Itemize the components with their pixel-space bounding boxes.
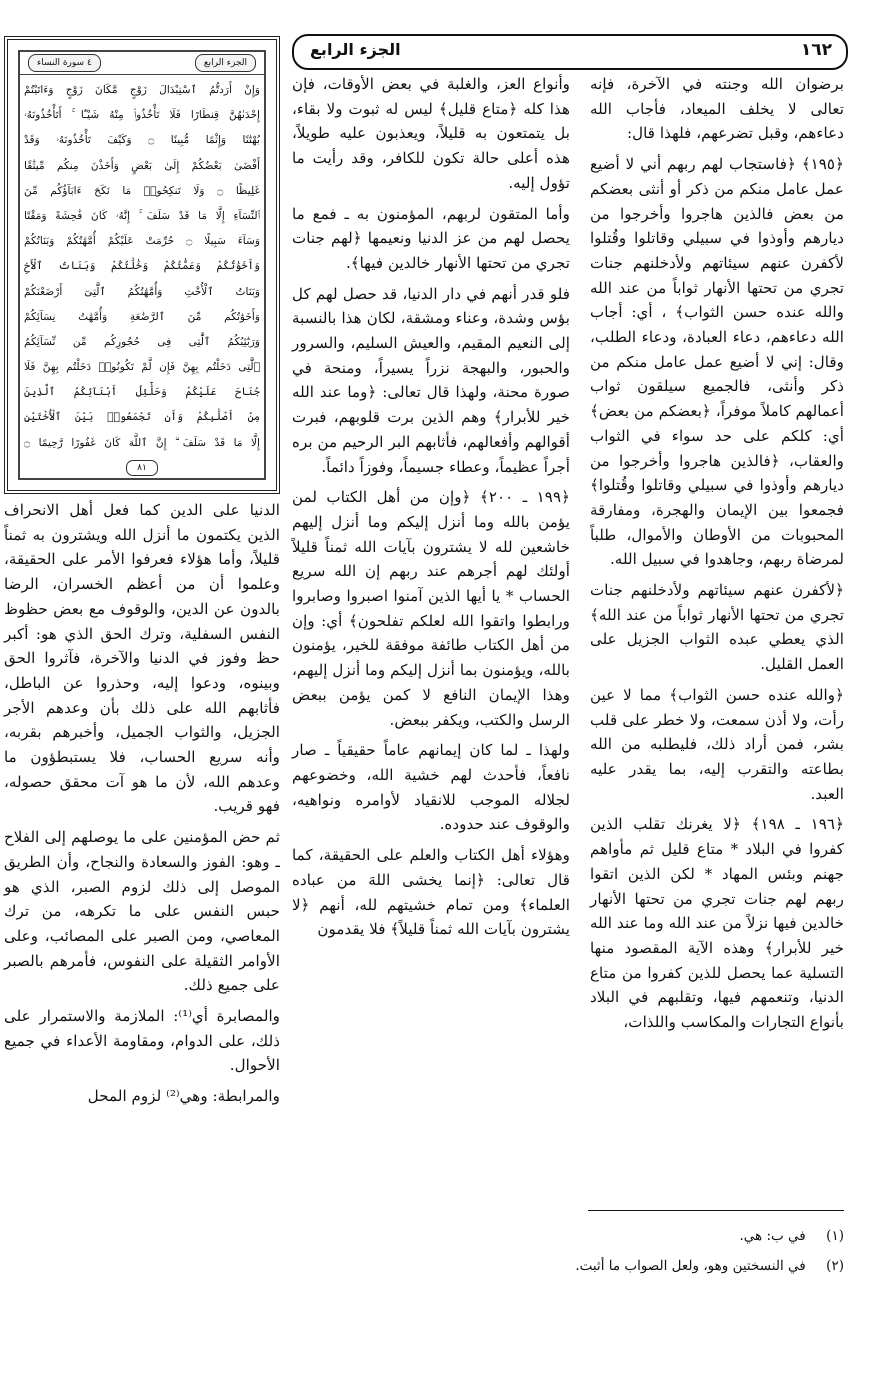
mushaf-line: أَفْضَىٰ بَعْضُكُمْ إِلَىٰ بَعْضٍ وَأَخَذْنَ مِنكُم مِّيثَٰقًا: [24, 159, 260, 172]
paragraph: الدنيا على الدين كما فعل أهل الانحراف الذين يكتمون ما أنزل الله ويشترون به ثمناً قليلاً، وأما هؤلاء فعرفوا الأمر على الحقيقة، وعلموا أن من أعظم الخسران، الرضا بالدون عن الدين، والوقوف مع بعض حظوظ النفس السفلية، وترك الحق الذي هو: أكبر حظ وفوز في الدنيا والآخرة، فآثروا الحق وبينوه، ودعوا إليه، وحذروا عن الباطل، فأثابهم الله على ذلك بأن وعدهم الأجر الجزيل، والثواب الجميل، وأخبرهم بقربه، وأنه سريع الحساب، فلا يستبطؤون ما وعدهم الله، لأن ما هو آت محقق حصوله، فهو قريب.: [4, 501, 280, 816]
mushaf-lines: [24, 78, 260, 456]
text-column-middle: [292, 72, 570, 948]
mushaf-line: بُهْتَٰنًا وَإِثْمًا مُّبِينًا ۝ وَكَيْفَ تَأْخُذُونَهُۥ وَقَدْ: [24, 134, 260, 147]
footnote-text: في النسختين وهو، ولعل الصواب ما أثبت.: [575, 1258, 806, 1274]
paragraph: فلو قدر أنهم في دار الدنيا، قد حصل لهم كل بؤس وشدة، وعناء ومشقة، لكان هذا بالنسبة إلى النعيم المقيم، والعيش السليم، والسرور والحبور، والبهجة نزراً يسيراً، ومنحة في صورة محنة، ولهذا قال تعالى: ﴿وما عند الله خير للأبرار﴾ وهم الذين برت قلوبهم، فبرت أقوالهم وأفعالهم، فأثابهم البر الرحيم من بره أجراً عظيماً، وعطاء جسيماً، وفوزاً دائماً.: [292, 284, 570, 476]
mushaf-line: وَإِنْ أَرَدتُّمُ ٱسْتِبْدَالَ زَوْجٍ مَّكَانَ زَوْجٍ وَءَاتَيْتُمْ: [24, 84, 260, 96]
paragraph: والمصابرة أي⁽¹⁾: الملازمة والاستمرار على ذلك، على الدوام، ومقاومة الأعداء في جميع الأحوال.: [4, 1007, 280, 1075]
mushaf-frame: [18, 50, 266, 480]
text-column-left: [4, 498, 280, 1115]
mushaf-line: وَأَخَوَٰتُكُمْ وَعَمَّٰتُكُمْ وَخَٰلَٰتُكُمْ وَبَنَاتُ ٱلْأَخِ: [24, 260, 260, 273]
footnote: [739, 1228, 844, 1244]
footnote: [575, 1258, 844, 1274]
mushaf-line: غَلِيظًا ۝ وَلَا تَنكِحُوا۟ مَا نَكَحَ ءَابَآؤُكُم مِّنَ: [24, 184, 260, 197]
mushaf-line: وَأَخَوَٰتُكُم مِّنَ ٱلرَّضَٰعَةِ وَأُمَّهَٰتُ نِسَآئِكُمْ: [24, 310, 260, 323]
mushaf-line: جُنَاحَ عَلَيْكُمْ وَحَلَٰٓئِلُ أَبْنَآئِكُمُ ٱلَّذِينَ: [24, 386, 260, 399]
mushaf-page-number: ٨١: [126, 460, 158, 476]
running-title: الجزء الرابع: [310, 40, 401, 59]
footnote-number: (٢): [826, 1258, 844, 1274]
paragraph: ﴿١٩٦ ـ ١٩٨﴾ ﴿لا يغرنك تقلب الذين كفروا في البلاد * متاع قليل ثم مأواهم جهنم وبئس المهاد * لكن الذين اتقوا ربهم لهم جنات تجري من تحتها الأنهار خالدين فيها نزلاً من عند الله وما عند الله خير للأبرار﴾ وهذه الآية المقصود منها التسلية عما يحصل للذين كفروا من متاع الدنيا، وتنعمهم فيها، وتقلبهم في البلاد بأنواع التجارات والمكاسب واللذات،: [590, 815, 844, 1032]
paragraph: ﴿لأكفرن عنهم سيئاتهم ولأدخلنهم جنات تجري من تحتها الأنهار ثواباً من عند الله﴾ الذي يعطي عبده الثواب الجزيل على العمل القليل.: [590, 581, 844, 674]
footnote-separator: [588, 1210, 844, 1211]
mushaf-line: إِحْدَىٰهُنَّ قِنطَارًا فَلَا تَأْخُذُوا۟ مِنْهُ شَيْـًٔا ۚ أَتَأْخُذُونَهُۥ: [24, 109, 260, 122]
paragraph: وأما المتقون لربهم، المؤمنون به ـ فمع ما يحصل لهم من عز الدنيا ونعيمها ﴿لهم جنات تجري من تحتها الأنهار خالدين فيها﴾.: [292, 204, 570, 272]
mushaf-line: وَسَآءَ سَبِيلًا ۝ حُرِّمَتْ عَلَيْكُمْ أُمَّهَٰتُكُمْ وَبَنَاتُكُمْ: [24, 235, 260, 248]
mushaf-line: ٱلَّٰتِى دَخَلْتُم بِهِنَّ فَإِن لَّمْ تَكُونُوا۟ دَخَلْتُم بِهِنَّ فَلَا: [24, 361, 260, 374]
mushaf-line: إِلَّا مَا قَدْ سَلَفَ ۗ إِنَّ ٱللَّهَ كَانَ غَفُورًا رَّحِيمًا ۝: [24, 436, 260, 449]
text-column-right: [590, 72, 844, 1041]
mushaf-juz-tag: الجزء الرابع: [195, 54, 256, 72]
mushaf-header-band: [20, 52, 264, 75]
paragraph: وهؤلاء أهل الكتاب والعلم على الحقيقة، كما قال تعالى: ﴿إنما يخشى اللهَ من عباده العلماء﴾ ومن تمام خشيتهم لله، أنهم ﴿لا يشترون بآيات الله ثمناً قليلاً﴾ فلا يقدمون: [292, 846, 570, 939]
paragraph: ﴿١٩٩ ـ ٢٠٠﴾ ﴿وإن من أهل الكتاب لمن يؤمن بالله وما أنزل إليكم وما أنزل إليهم خاشعين لله لا يشترون بآيات الله ثمناً قليلاً أولئك لهم أجرهم عند ربهم إن الله سريع الحساب * يا أيها الذين آمنوا اصبروا وصابروا ورابطوا واتقوا الله لعلكم تفلحون﴾ أي: وإن من أهل الكتاب طائفة موفقة للخير، يؤمنون بالله، ويؤمنون بما أنزل إليكم وما أنزل إليهم، وهذا الإيمان النافع لا كمن يؤمن ببعض الرسل والكتب، ويكفر ببعض.: [292, 488, 571, 729]
mushaf-line: وَرَبَٰٓئِبُكُمُ ٱلَّٰتِى فِى حُجُورِكُم مِّن نِّسَآئِكُمُ: [24, 335, 260, 348]
paragraph: ولهذا ـ لما كان إيمانهم عاماً حقيقياً ـ صار نافعاً، فأحدث لهم خشية الله، وخضوعهم لجلاله الموجب للانقياد لأوامره ونواهيه، والوقوف عند حدوده.: [292, 741, 570, 834]
paragraph: برضوان الله وجنته في الآخرة، فإنه تعالى لا يخلف الميعاد، فأجاب الله دعاءهم، وقبل تضرعهم، فلهذا قال:: [590, 75, 844, 143]
mushaf-panel: [4, 36, 280, 494]
mushaf-line: وَبَنَاتُ ٱلْأُخْتِ وَأُمَّهَٰتُكُمُ ٱلَّٰتِىٓ أَرْضَعْنَكُمْ: [24, 285, 260, 298]
paragraph: ﴿١٩٥﴾ ﴿فاستجاب لهم ربهم أني لا أضيع عمل عامل منكم من ذكر أو أنثى بعضكم من بعض فالذين هاجروا وأخرجوا من ديارهم وأوذوا في سبيلي وقاتلوا وقُتلوا لأكفرن عنهم سيئاتهم ولأدخلنهم جنات تجري من تحتها الأنهار ثواباً من عند الله والله عنده حسن الثواب﴾ ، أي: أجاب الله دعاءهم، دعاء العبادة، ودعاء الطلب، وقال: إني لا أضيع عمل عامل منكم من ذكر وأنثى، فالجميع سيلقون ثواب أعمالهم كاملاً موفراً، ﴿بعضكم من بعض﴾ أي: كلكم على حد سواء في الثواب والعقاب، ﴿فالذين هاجروا وأخرجوا من ديارهم وأوذوا في سبيلي وقاتلوا وقُتلوا﴾ فجمعوا بين الإيمان والهجرة، ومفارقة المحبوبات من الأوطان والأموال، طلباً لمرضاة ربهم، وجاهدوا في سبيل الله.: [590, 155, 844, 569]
mushaf-line: مِنْ أَصْلَٰبِكُمْ وَأَن تَجْمَعُوا۟ بَيْنَ ٱلْأُخْتَيْنِ: [24, 411, 260, 424]
footnote-text: في ب: هي.: [739, 1228, 806, 1244]
paragraph: ﴿والله عنده حسن الثواب﴾ مما لا عين رأت، ولا أذن سمعت، ولا خطر على قلب بشر، فمن أراد ذلك، فليطلبه من الله بطاعته والتقرب إليه، بما يقدر عليه العبد.: [590, 685, 844, 803]
paragraph: وأنواع العز، والغلبة في بعض الأوقات، فإن هذا كله ﴿متاع قليل﴾ ليس له ثبوت ولا بقاء، بل يتمتعون به قليلاً، ويعذبون عليه طويلاً، هذه أعلى حالة تكون للكافر، وقد رأيت ما تؤول إليه.: [292, 75, 570, 192]
mushaf-line: ٱلنِّسَآءِ إِلَّا مَا قَدْ سَلَفَ ۚ إِنَّهُۥ كَانَ فَٰحِشَةً وَمَقْتًا: [24, 209, 260, 222]
page-number: ١٦٢: [800, 40, 832, 60]
mushaf-surah-tag: ٤ سورة النساء: [28, 54, 101, 72]
page-header: [292, 34, 848, 70]
footnote-number: (١): [826, 1228, 844, 1244]
paragraph: والمرابطة: وهي⁽²⁾ لزوم المحل: [87, 1087, 280, 1106]
paragraph: ثم حض المؤمنين على ما يوصلهم إلى الفلاح ـ وهو: الفوز والسعادة والنجاح، وأن الطريق الموصل إلى ذلك لزوم الصبر، الذي هو حبس النفس على ما تكرهه، من ترك المعاصي، ومن الصبر على المصائب، وعلى الأوامر الثقيلة على النفوس، فأمرهم بالصبر على جميع ذلك.: [4, 828, 280, 995]
